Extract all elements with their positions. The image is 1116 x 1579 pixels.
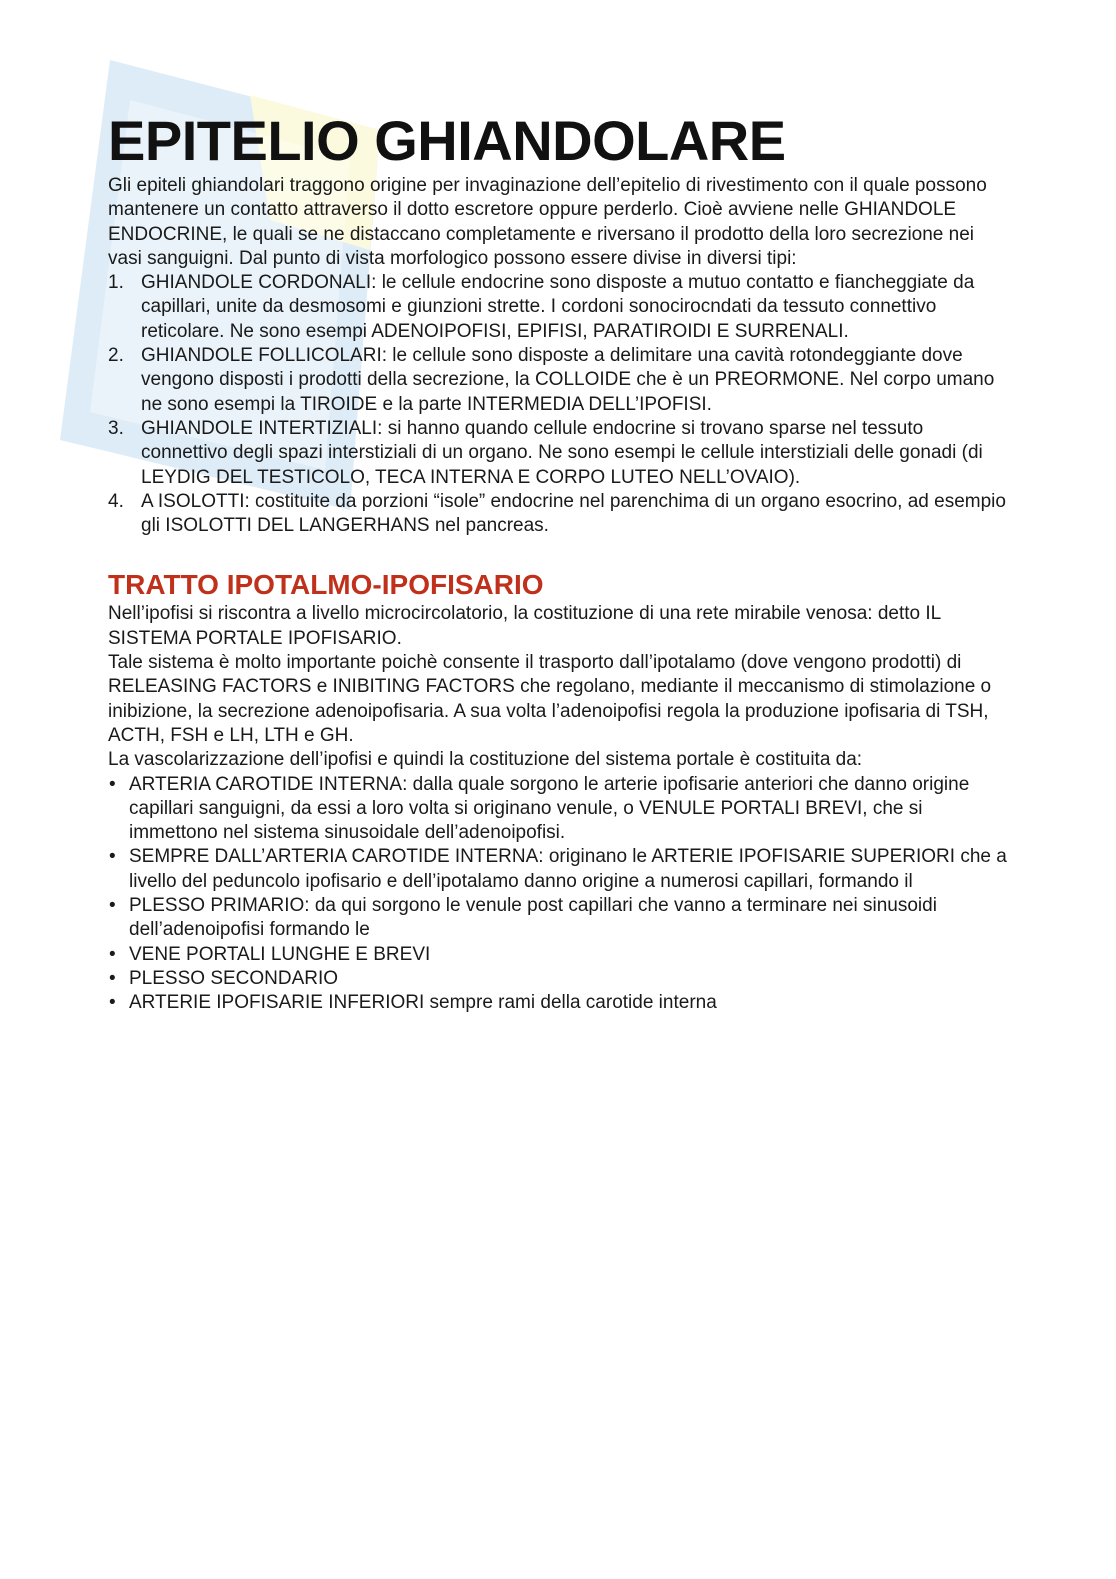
list-item-text: SEMPRE DALL’ARTERIA CAROTIDE INTERNA: originano le ARTERIE IPOFISARIE SUPERIORI che a livello del peduncolo ipofisario e dell’ipotalamo danno origine a numerosi capillari, formando il xyxy=(129,846,1007,892)
body-paragraph: Nell’ipofisi si riscontra a livello microcircolatorio, la costituzione di una rete mirabile venosa: detto IL SISTEMA PORTALE IPOFISARIO. xyxy=(108,603,941,649)
list-item-text: GHIANDOLE INTERTIZIALI: si hanno quando cellule endocrine si trovano sparse nel tessuto connettivo degli spazi interstiziali di un organo. Ne sono esempi le cellule interstiziali delle gonadi (di LEYDIG DEL TESTICOLO, TECA INTERNA E CORPO LUTEO NELL’OVAIO). xyxy=(141,417,983,488)
list-number: 4. xyxy=(108,490,124,512)
list-item-text: ARTERIE IPOFISARIE INFERIORI sempre rami della carotide interna xyxy=(129,992,717,1014)
bullet-icon: • xyxy=(109,773,116,795)
list-item-text: GHIANDOLE FOLLICOLARI: le cellule sono disposte a delimitare una cavità rotondeggiante dove vengono disposti i prodotti della secrezione, la COLLOIDE che è un PREORMONE. Nel corpo umano ne sono esempi la TIROIDE e la parte INTERMEDIA DELL’IPOFISI. xyxy=(141,345,995,415)
list-item xyxy=(108,344,1008,417)
list-number: 3. xyxy=(108,417,124,439)
bullet-icon: • xyxy=(109,967,116,989)
list-item xyxy=(108,943,1008,967)
list-item-text: PLESSO SECONDARIO xyxy=(129,967,339,989)
list-item-text: GHIANDOLE CORDONALI: le cellule endocrine sono disposte a mutuo contatto e fiancheggiate da capillari, unite da desmosomi e giunzioni strette. I cordoni sonocirocndati da tessuto connettivo reticolare. Ne sono esempi ADENOIPOFISI, EPIFISI, PARATIROIDI E SURRENALI. xyxy=(141,272,975,342)
list-item xyxy=(108,967,1008,991)
intro-paragraph: Gli epiteli ghiandolari traggono origine per invaginazione dell’epitelio di rivestimento con il quale possono mantenere un contatto attraverso il dotto escretore oppure perderlo. Cioè avviene nelle GHIANDOLE ENDOCRINE, le quali se ne distaccano completamente e riversano il prodotto della loro secrezione nei vasi sanguigni. Dal punto di vista morfologico possono essere divise in diversi tipi: xyxy=(108,175,987,269)
body-paragraph: Tale sistema è molto importante poichè consente il trasporto dall’ipotalamo (dove vengono prodotti) di RELEASING FACTORS e INIBITING FACTORS che regolano, mediante il meccanismo di stimolazione o inibizione, la secrezione adenoipofisaria. A sua volta l’adenoipofisi regola la produzione ipofisaria di TSH, ACTH, FSH e LH, LTH e GH. xyxy=(108,652,992,746)
vascularization-list xyxy=(108,773,1008,1016)
bullet-icon: • xyxy=(109,992,116,1014)
page-title: EPITELIO GHIANDOLARE xyxy=(108,109,786,172)
list-item xyxy=(108,894,1008,943)
list-item xyxy=(108,490,1008,539)
list-number: 2. xyxy=(108,345,124,367)
bullet-icon: • xyxy=(109,895,116,917)
document-page xyxy=(108,108,1008,1016)
list-item xyxy=(108,845,1008,894)
list-item xyxy=(108,417,1008,490)
list-item-text: VENE PORTALI LUNGHE E BREVI xyxy=(129,943,431,965)
list-item xyxy=(108,271,1008,344)
list-item-text: ARTERIA CAROTIDE INTERNA: dalla quale sorgono le arterie ipofisarie anteriori che danno origine capillari sanguigni, da essi a loro volta si originano venule, o VENULE PORTALI BREVI, che si immettono nel sistema sinusoidale dell’adenoipofisi. xyxy=(129,773,970,844)
list-number: 1. xyxy=(108,272,124,294)
list-item xyxy=(108,773,1008,846)
section-heading: TRATTO IPOTALMO-IPOFISARIO xyxy=(108,569,544,601)
body-paragraph: La vascolarizzazione dell’ipofisi e quindi la costituzione del sistema portale è costituita da: xyxy=(108,749,863,771)
bullet-icon: • xyxy=(109,846,116,868)
list-item-text: PLESSO PRIMARIO: da qui sorgono le venule post capillari che vanno a terminare nei sinusoidi dell’adenoipofisi formando le xyxy=(129,895,937,941)
list-item-text: A ISOLOTTI: costituite da porzioni “isole” endocrine nel parenchima di un organo esocrino, ad esempio gli ISOLOTTI DEL LANGERHANS nel pancreas. xyxy=(141,490,1006,537)
list-item xyxy=(108,991,1008,1015)
bullet-icon: • xyxy=(109,943,116,965)
gland-types-list xyxy=(108,271,1008,538)
